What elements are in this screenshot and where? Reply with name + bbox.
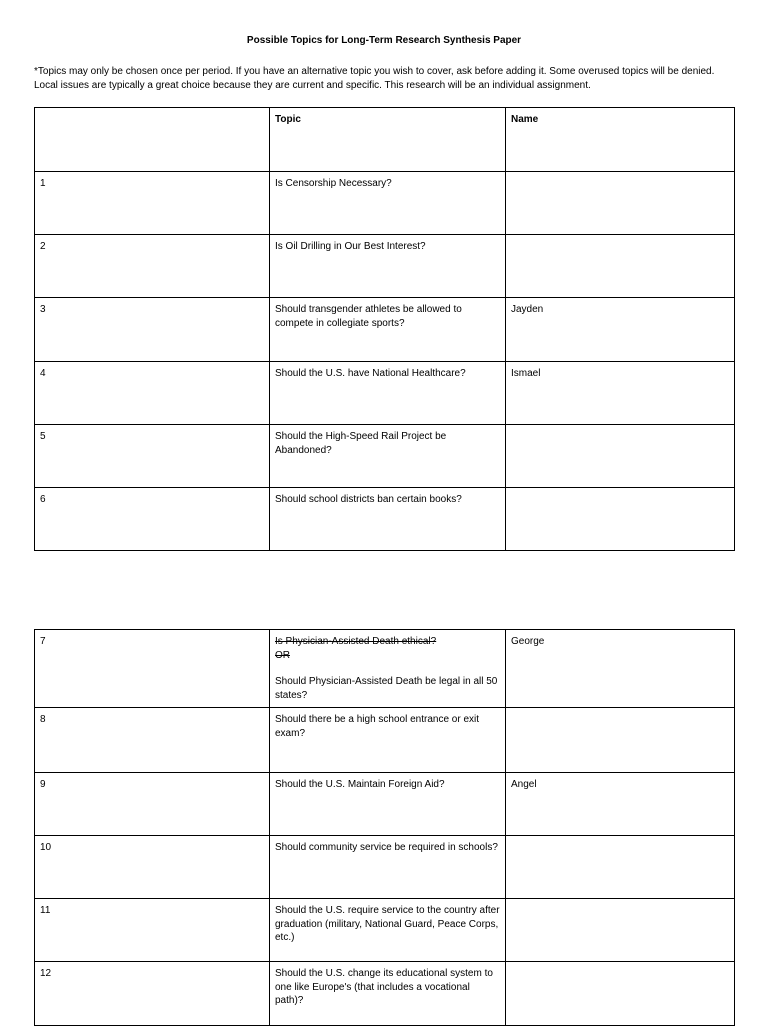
table-row [35,630,735,708]
row-topic: Should there be a high school entrance or exit exam? [270,708,506,773]
row-topic: Should the High-Speed Rail Project be Abandoned? [270,425,506,488]
table-row [35,235,735,298]
row-topic: Should the U.S. Maintain Foreign Aid? [270,773,506,836]
row-topic: Should the U.S. have National Healthcare? [270,362,506,425]
row-number: 8 [35,708,270,773]
revised-topic-text: Should Physician-Assisted Death be legal in all 50 states? [275,676,498,701]
row-name [506,708,735,773]
header-name-cell: Name [506,108,735,172]
row-number: 7 [35,630,270,708]
row-topic: Should the U.S. require service to the country after graduation (military, National Guard, Peace Corps, etc.) [270,899,506,962]
header-topic-cell: Topic [270,108,506,172]
row-name [506,962,735,1026]
table-row [35,836,735,899]
table-row [35,708,735,773]
table-header-row [35,108,735,172]
table-row [35,172,735,235]
row-name: Ismael [506,362,735,425]
row-name [506,425,735,488]
topics-table-1 [34,107,735,551]
row-name [506,235,735,298]
struck-or-text: OR [275,649,290,661]
header-number-cell [35,108,270,172]
table-row [35,298,735,362]
row-number: 6 [35,488,270,551]
table-row [35,362,735,425]
table-row [35,773,735,836]
row-topic: Should transgender athletes be allowed to compete in collegiate sports? [270,298,506,362]
row-name [506,899,735,962]
row-number: 5 [35,425,270,488]
row-name [506,172,735,235]
row-number: 3 [35,298,270,362]
row-topic: Should community service be required in schools? [270,836,506,899]
row-number: 4 [35,362,270,425]
table-row [35,488,735,551]
topics-table-2 [34,629,735,1026]
row-number: 2 [35,235,270,298]
instructions-note: *Topics may only be chosen once per period. If you have an alternative topic you wish to cover, ask before adding it. Some overused topics will be denied. Local issues are typically a great choice because they are current and specific. This research will be an individual assignment. [34,66,715,91]
row-name: Angel [506,773,735,836]
row-topic [270,630,506,708]
struck-topic-text: Is Physician-Assisted Death ethical? [275,636,437,647]
row-number: 10 [35,836,270,899]
row-name: George [506,630,735,708]
row-number: 1 [35,172,270,235]
row-topic: Should the U.S. change its educational system to one like Europe's (that includes a vocational path)? [270,962,506,1026]
row-name [506,488,735,551]
table-row [35,962,735,1026]
row-topic: Is Oil Drilling in Our Best Interest? [270,235,506,298]
row-number: 11 [35,899,270,962]
row-number: 9 [35,773,270,836]
row-topic: Should school districts ban certain books? [270,488,506,551]
row-name [506,836,735,899]
row-topic: Is Censorship Necessary? [270,172,506,235]
row-number: 12 [35,962,270,1026]
table-row [35,425,735,488]
row-name: Jayden [506,298,735,362]
document-title: Possible Topics for Long-Term Research Synthesis Paper [246,35,522,46]
table-row [35,899,735,962]
